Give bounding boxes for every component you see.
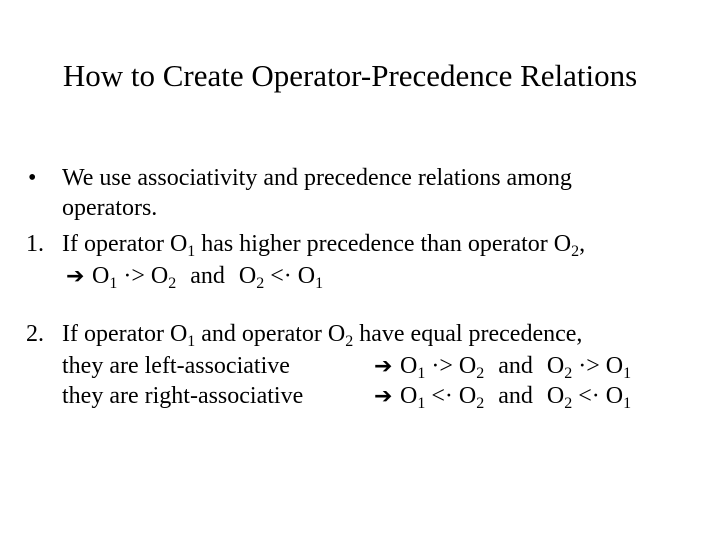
bullet-line-1: We use associativity and precedence relations among [62,165,572,191]
item-1-text-c: , [579,231,586,257]
left-rel1-op2: O [458,353,477,379]
right-rel1-op: O [400,383,418,409]
left-assoc-label: they are left-associative [62,353,290,379]
item-1-rel1-sub2: 2 [168,275,177,292]
right-rel1-sub1: 1 [417,395,426,412]
left-rel2-symbol: ·> [572,353,606,379]
right-assoc-relations [374,382,631,411]
left-rel2-sub2: 1 [623,365,632,382]
bullet-line-2: operators. [62,195,158,221]
item-2-text-c: have equal precedence, [353,321,583,347]
item-1-sub-b: 2 [571,243,580,260]
right-arrow-icon: ➔ [66,264,85,289]
slide-title: How to Create Operator-Precedence Relations [62,58,638,93]
right-rel2-op2: O [605,383,624,409]
right-rel1-op2: O [458,383,477,409]
right-rel2-sub2: 1 [623,395,632,412]
item-1-line-1 [62,230,585,258]
left-rel2-sub1: 2 [564,365,573,382]
right-rel2-sub1: 2 [564,395,573,412]
right-rel2-op: O [546,383,565,409]
left-rel1-op: O [400,353,418,379]
item-1-text-b: has higher precedence than operator O [195,231,572,257]
item-1-rel2-symbol: <· [264,263,298,289]
bullet-marker: • [28,165,37,191]
item-1-rel2-sub2: 1 [315,275,324,292]
right-rel1-symbol: <· [425,383,459,409]
right-arrow-icon: ➔ [374,384,393,409]
right-rel1-sub2: 2 [476,395,485,412]
item-2-sub-b: 2 [345,333,354,350]
item-1-rel1-op2: O [150,263,169,289]
left-and: and [498,353,533,379]
left-rel1-symbol: ·> [425,353,459,379]
left-rel1-sub2: 2 [476,365,485,382]
item-2-sub-a: 1 [187,333,196,350]
right-arrow-icon: ➔ [374,354,393,379]
right-rel2-symbol: <· [572,383,606,409]
item-1-and: and [190,263,225,289]
item-1-rel2-op: O [238,263,257,289]
left-rel1-sub1: 1 [417,365,426,382]
left-rel2-op2: O [605,353,624,379]
item-1-rel1-symbol: ·> [117,263,151,289]
item-1-rel2-sub1: 2 [256,275,265,292]
right-assoc-label: they are right-associative [62,383,304,409]
item-1-relation-line [66,262,323,291]
item-1-rel1-op: O [92,263,110,289]
left-assoc-relations [374,352,631,381]
item-1-rel1-sub1: 1 [109,275,118,292]
item-2-text-b: and operator O [195,321,346,347]
item-1-text-a: If operator O [62,231,188,257]
right-and: and [498,383,533,409]
item-2-text-a: If operator O [62,321,188,347]
item-1-marker: 1. [26,231,44,257]
item-1-sub-a: 1 [187,243,196,260]
left-rel2-op: O [546,353,565,379]
item-1-rel2-op2: O [297,263,316,289]
item-2-marker: 2. [26,321,44,347]
item-2-line-1 [62,320,582,348]
